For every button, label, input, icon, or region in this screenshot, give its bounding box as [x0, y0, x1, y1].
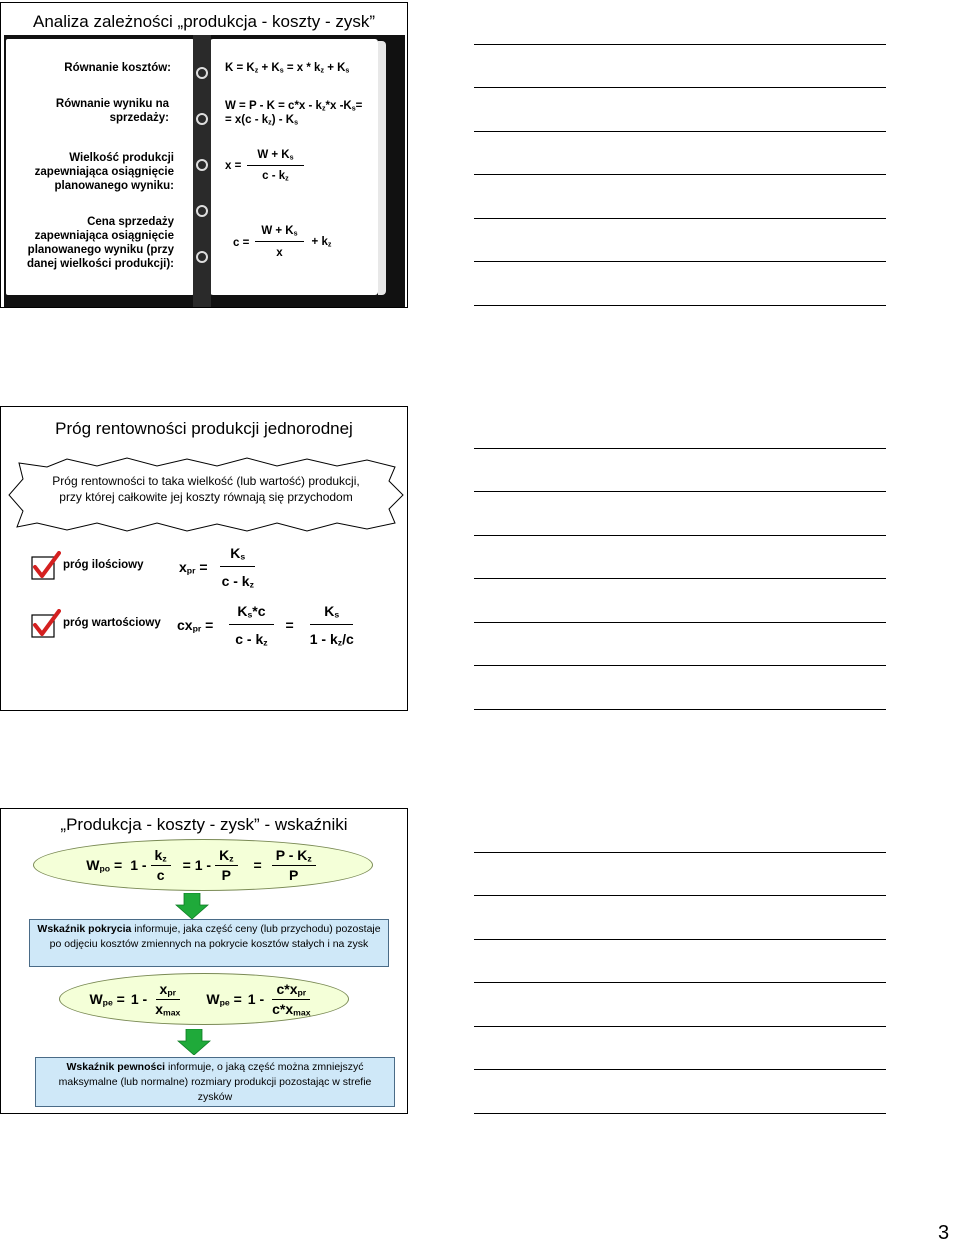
- cost-equation-formula: $K = K_z + K_s = x * k_z + K_s$: [225, 62, 350, 75]
- note-line: [474, 852, 886, 853]
- checkmark-icon: [31, 609, 61, 639]
- coverage-ratio-term: Wskaźnik pokrycia: [37, 923, 132, 935]
- production-volume-fraction: [247, 149, 303, 183]
- result-equation-line-2: = $x(c - k_z) - K_s$: [225, 114, 299, 127]
- production-volume-formula: [225, 149, 308, 183]
- quantity-threshold-fraction: [218, 545, 258, 589]
- fraction-numerator: P - $K_z$: [272, 847, 316, 866]
- note-line: [474, 1026, 886, 1027]
- slide-2: [0, 406, 408, 711]
- safety-ratio-term-2: 1 -: [247, 991, 265, 1007]
- coverage-ratio-term-2: = 1 -: [182, 857, 212, 873]
- result-equation-line-1: $W = P - K = c*x - k_z*x$ $-K_s=$: [225, 100, 363, 113]
- sales-price-rhs: + $k_z$: [311, 235, 332, 248]
- fraction-numerator: $K_s$: [310, 603, 353, 625]
- note-line: [474, 87, 886, 88]
- fraction-denominator: x: [276, 247, 283, 260]
- note-line: [474, 131, 886, 132]
- value-threshold-label: próg wartościowy: [63, 617, 161, 629]
- fraction-denominator: $c*x_{max}$: [272, 1000, 311, 1018]
- quantity-threshold-formula: [179, 545, 262, 589]
- fraction-denominator: $1 - k_z/c$: [309, 630, 354, 648]
- safety-ratio-lhs-1: $W_{pe}$ =: [89, 990, 125, 1008]
- note-line: [474, 709, 886, 710]
- note-line: [474, 218, 886, 219]
- fraction-denominator: c - $k_z$: [262, 170, 289, 183]
- note-line: [474, 305, 886, 306]
- fraction-numerator: $K_s$: [220, 545, 255, 567]
- note-line: [474, 44, 886, 45]
- note-line: [474, 578, 886, 579]
- cost-equation-label: Równanie kosztów:: [64, 62, 171, 74]
- fraction-numerator: $k_z$: [151, 847, 171, 866]
- spiral-rings: [193, 65, 211, 305]
- safety-ratio-ellipse: [59, 973, 349, 1025]
- sales-price-formula: [233, 225, 331, 260]
- arrow-down-icon: [177, 1029, 211, 1055]
- coverage-ratio-ellipse: [33, 839, 373, 891]
- coverage-ratio-fraction-1: [151, 847, 171, 883]
- page-number: 3: [938, 1222, 950, 1244]
- value-threshold-equals: =: [285, 617, 294, 634]
- coverage-ratio-fraction-2: [215, 847, 237, 883]
- sales-price-label: Cena sprzedaży zapewniająca osiągnięcie planowanego wyniku (przy danej wielkości produkcji):: [27, 216, 174, 270]
- coverage-ratio-fraction-3: [272, 847, 316, 883]
- slide-1: [0, 2, 408, 308]
- result-equation-label: Równanie wyniku na sprzedaży:: [55, 98, 169, 124]
- slide-1-title: Analiza zależności „produkcja - koszty - zysk”: [32, 12, 375, 31]
- safety-ratio-description: informuje, o jaką część można zmniejszyć maksymalne (lub normalne) rozmiary produkcji pozostając w strefie zysków: [58, 1061, 372, 1103]
- break-even-definition: Próg rentowności to taka wielkość (lub wartość) produkcji, przy której całkowite jej koszty równają się przychodom: [52, 474, 360, 504]
- quantity-threshold-lhs: $x_{pr}$ =: [179, 558, 208, 576]
- coverage-ratio-term-3: =: [253, 857, 262, 873]
- fraction-numerator: $W + K_s$: [255, 225, 303, 242]
- value-threshold-lhs: $cx_{pr}$ =: [177, 616, 214, 634]
- coverage-ratio-term-1: 1 -: [130, 857, 147, 873]
- note-line: [474, 895, 886, 896]
- arrow-down-icon: [175, 893, 209, 919]
- sales-price-fraction: [255, 225, 303, 260]
- fraction-numerator: $W + K_s$: [247, 149, 303, 166]
- slide-3: [0, 808, 408, 1114]
- note-line: [474, 1113, 886, 1114]
- coverage-ratio-info: [29, 919, 389, 967]
- fraction-denominator: c: [156, 866, 165, 883]
- value-threshold-fraction-1: [229, 603, 273, 647]
- safety-ratio-lhs-2: $W_{pe}$ =: [206, 990, 242, 1008]
- note-line: [474, 174, 886, 175]
- quantity-threshold-label: próg ilościowy: [63, 559, 144, 571]
- value-threshold-fraction-2: [306, 603, 358, 647]
- production-volume-lhs: x =: [225, 160, 242, 173]
- note-line: [474, 1069, 886, 1070]
- right-page-curl: [378, 41, 386, 295]
- note-line: [474, 939, 886, 940]
- fraction-denominator: $x_{max}$: [155, 1000, 181, 1018]
- fraction-numerator: $x_{pr}$: [156, 981, 180, 1000]
- note-line: [474, 665, 886, 666]
- fraction-denominator: P: [221, 866, 231, 883]
- note-line: [474, 622, 886, 623]
- fraction-numerator: $K_s*c$: [229, 603, 273, 625]
- slide-3-title: „Produkcja - koszty - zysk” - wskaźniki: [60, 815, 348, 834]
- coverage-ratio-lhs: $W_{po}$ =: [86, 856, 123, 874]
- safety-ratio-info: [35, 1057, 395, 1107]
- sales-price-lhs: c =: [233, 236, 250, 249]
- fraction-denominator: P: [289, 866, 299, 883]
- note-line: [474, 261, 886, 262]
- coverage-ratio-description: informuje, jaka część ceny (lub przychodu) pozostaje po odjęciu kosztów zmiennych na pokrycie kosztów stałych i na zysk: [49, 923, 381, 950]
- note-line: [474, 982, 886, 983]
- checkmark-icon: [31, 551, 61, 581]
- value-threshold-formula: [177, 603, 362, 647]
- production-volume-label: Wielkość produkcji zapewniająca osiągnięcie planowanego wyniku:: [34, 152, 174, 192]
- note-line: [474, 448, 886, 449]
- note-line: [474, 535, 886, 536]
- slide-2-title: Próg rentowności produkcji jednorodnej: [55, 419, 353, 438]
- safety-ratio-fraction-1: [151, 981, 184, 1017]
- safety-ratio-term: Wskaźnik pewności: [66, 1061, 166, 1073]
- fraction-denominator: c - $k_z$: [221, 572, 254, 590]
- safety-ratio-term-1: 1 -: [130, 991, 148, 1007]
- fraction-numerator: $K_z$: [215, 847, 237, 866]
- safety-ratio-fraction-2: [268, 981, 314, 1017]
- fraction-denominator: c - $k_z$: [235, 630, 268, 648]
- note-line: [474, 491, 886, 492]
- fraction-numerator: $c*x_{pr}$: [272, 981, 310, 1000]
